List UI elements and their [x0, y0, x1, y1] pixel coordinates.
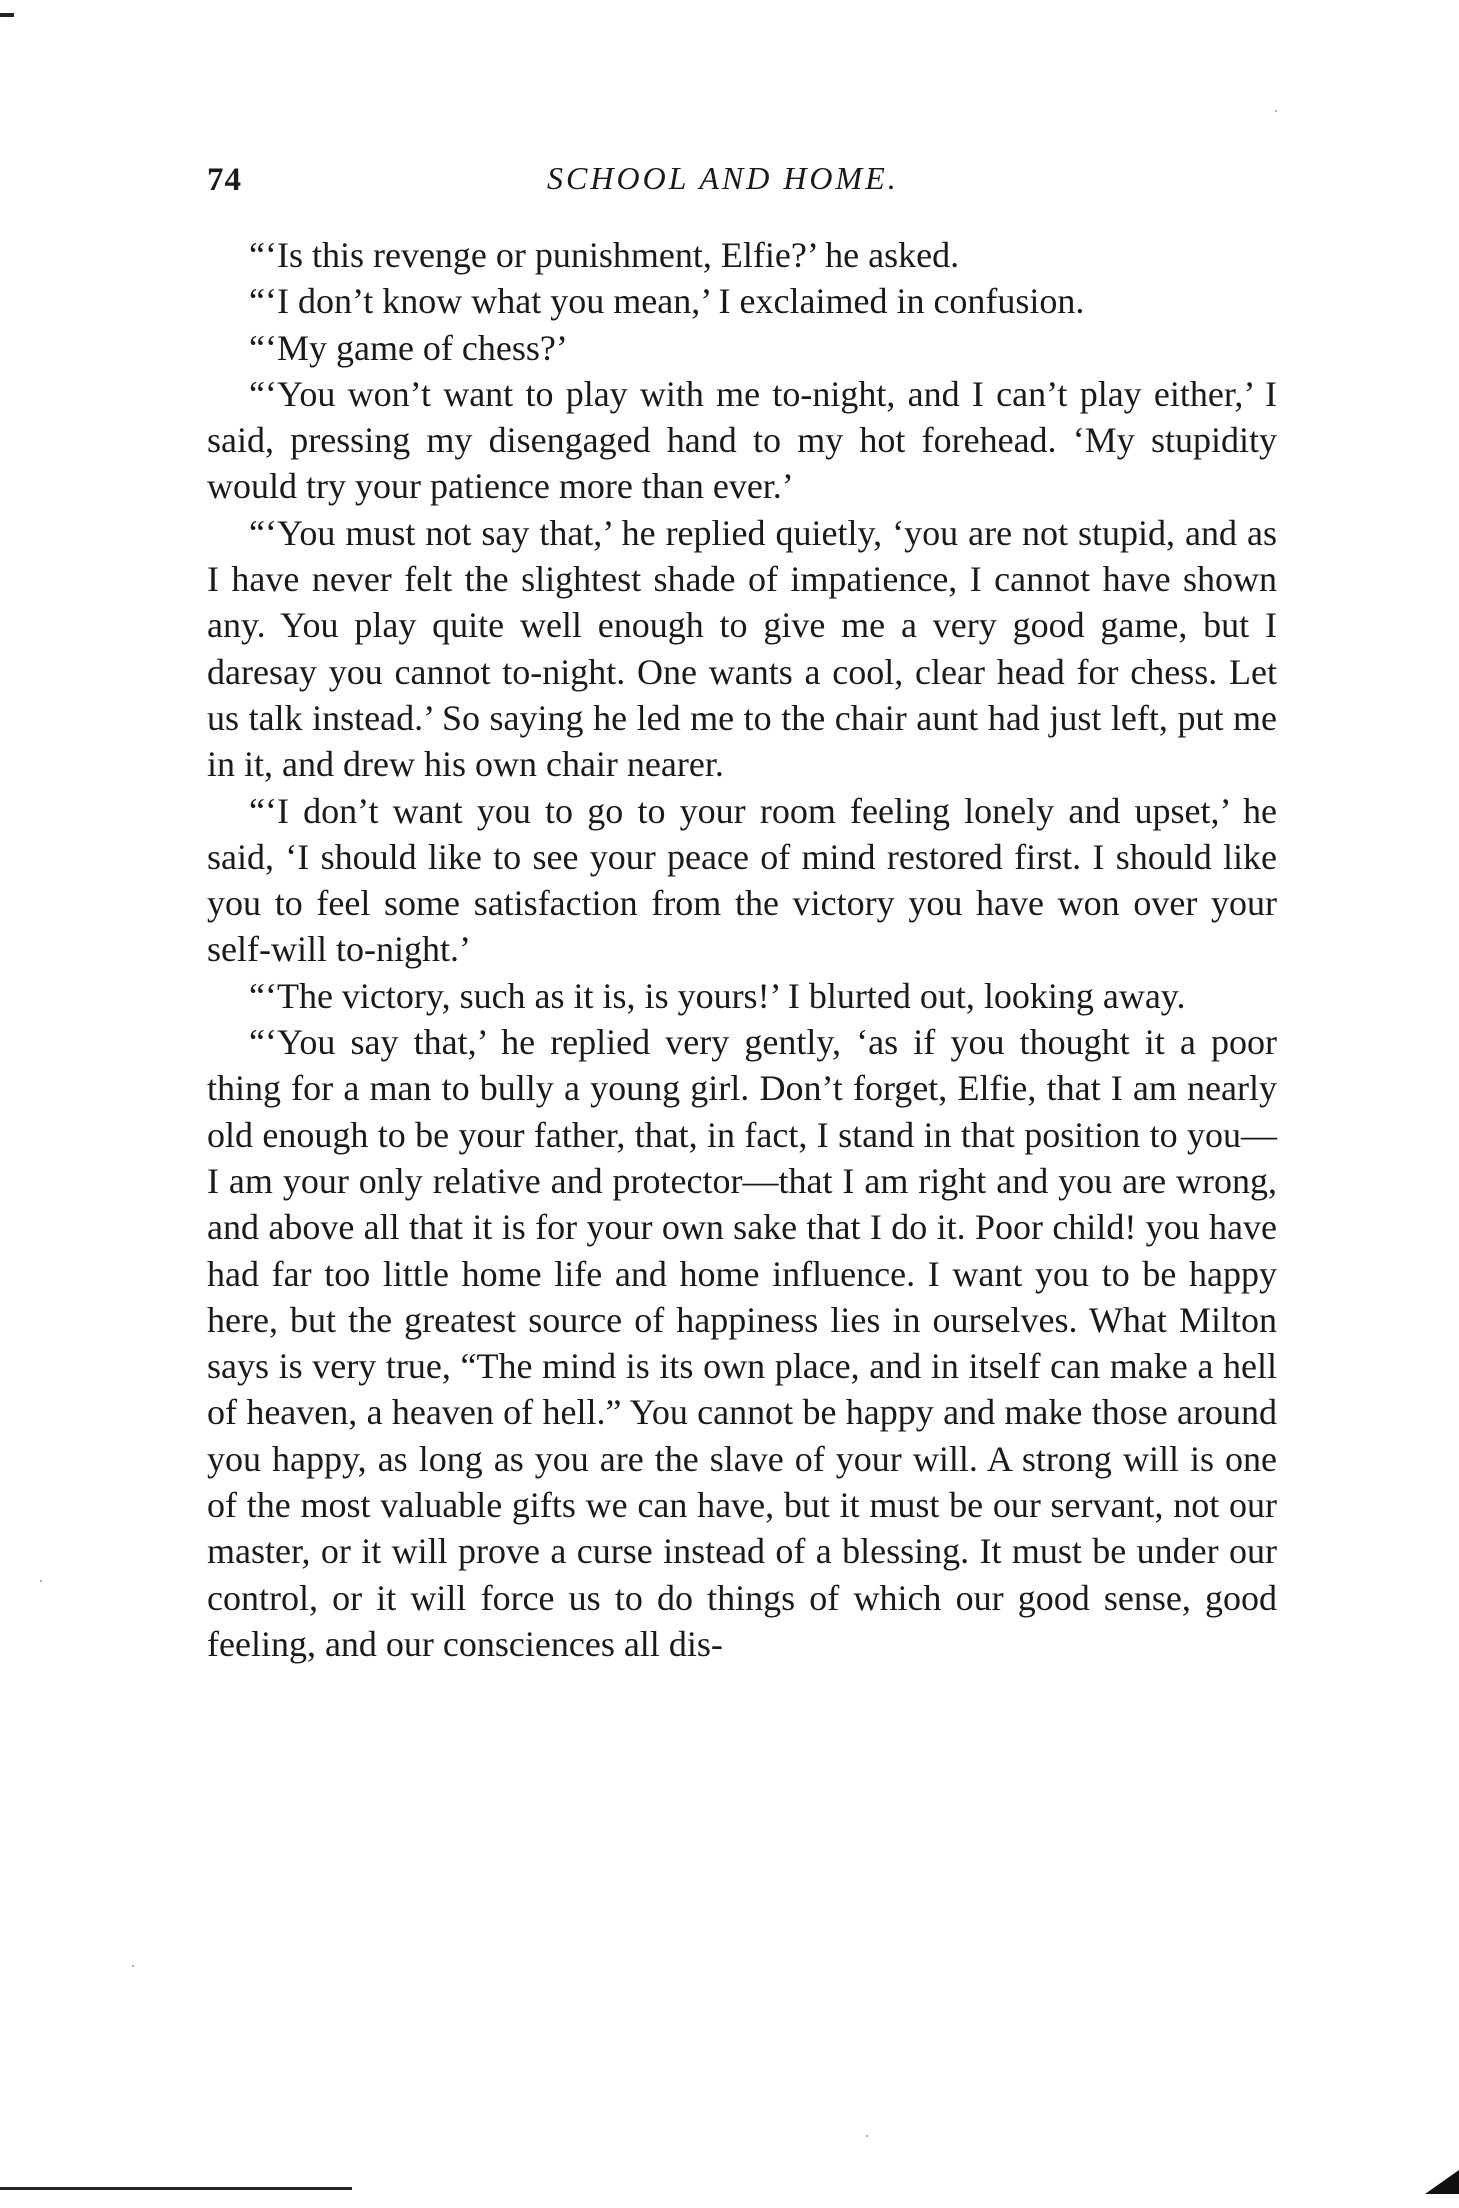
paragraph: “‘You won’t want to play with me to-night, and I can’t play either,’ I said, pressing my disengaged hand to my hot forehead. ‘My stupidity would try your patience more than ever.’: [207, 373, 1277, 507]
paragraph: “‘Is this revenge or punishment, Elfie?’ he asked.: [249, 235, 960, 275]
paragraph: “‘I don’t want you to go to your room feeling lonely and upset,’ he said, ‘I should like to see your peace of mind restored first. I should like you to feel some satisfaction from the victory you have won over your self-will to-night.’: [207, 790, 1277, 970]
paper-speck: [1275, 110, 1277, 112]
running-title: SCHOOL AND HOME.: [547, 160, 899, 196]
paragraph: “‘The victory, such as it is, is yours!’ I blurted out, looking away.: [249, 975, 1186, 1016]
corner-mark: [1425, 2170, 1459, 2194]
edge-mark: [0, 13, 14, 17]
paragraph: “‘My game of chess?’: [249, 327, 568, 368]
bottom-rule: [0, 2187, 352, 2190]
paragraph: “‘You say that,’ he replied very gently, ‘as if you thought it a poor thing for a man to bully a young girl. Don’t forget, Elfie, that I am nearly old enough to be your father, that, in fact, I stand in that position to you—I am your only relative and protector—that I am right and you are wrong, and above all that it is for your own sake that I do it. Poor child! you have had far too little home life and home influence. I want you to be happy here, but the greatest source of happiness lies in ourselves. What Milton says is very true, “The mind is its own place, and in itself can make a hell of heaven, a heaven of hell.” You cannot be happy and make those around you happy, as long as you are the slave of your will. A strong will is one of the most valuable gifts we can have, but it must be our servant, not our master, or it will prove a curse instead of a blessing. It must be under our control, or it will force us to do things of which our good sense, good feeling, and our consciences all dis-: [207, 1022, 1277, 1664]
body-text: [207, 232, 1277, 1667]
page-header: [207, 162, 1277, 212]
paper-speck: [40, 1580, 42, 1582]
paper-speck: [132, 1965, 134, 1967]
paper-speck: [866, 2135, 868, 2137]
paragraph: “‘I don’t know what you mean,’ I exclaimed in confusion.: [249, 281, 1085, 322]
page-number: 74: [207, 162, 242, 198]
paragraph: “‘You must not say that,’ he replied quietly, ‘you are not stupid, and as I have never felt the slightest shade of impatience, I cannot have shown any. You play quite well enough to give me a very good game, but I daresay you cannot to-night. One wants a cool, clear head for chess. Let us talk instead.’ So saying he led me to the chair aunt had just left, put me in it, and drew his own chair nearer.: [207, 512, 1277, 785]
